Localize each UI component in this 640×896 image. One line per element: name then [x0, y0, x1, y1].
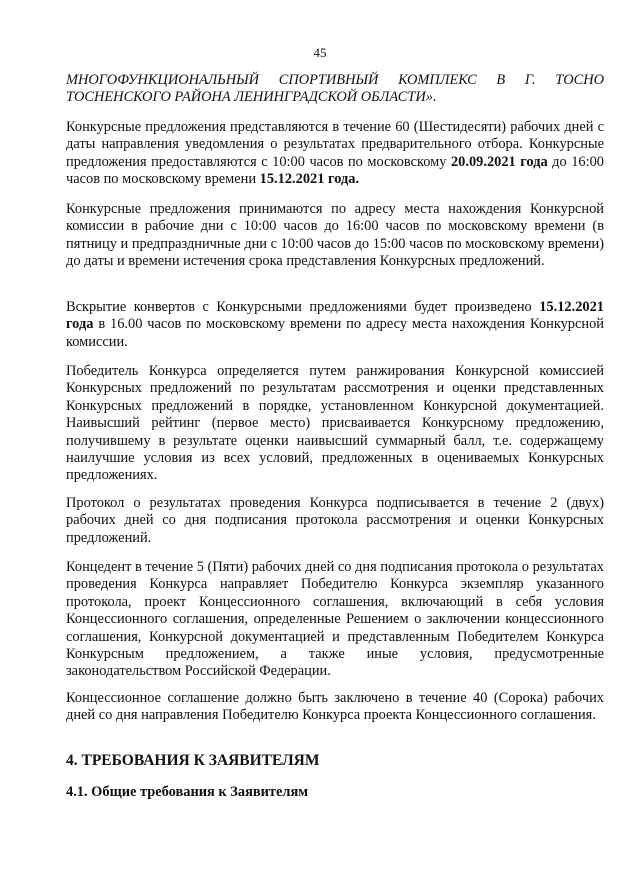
paragraph-text: Конкурсные предложения представляются в течение 60 (Шестидесяти) рабочих дней с даты направления уведомления о результатах предварительного отбора. Конкурсные предложения предоставляются с 10:00 часов по московскому [66, 119, 604, 170]
paragraph-submission-address: Конкурсные предложения принимаются по адресу места нахождения Конкурсной комиссии в рабочие дни с 10:00 часов до 16:00 часов по московскому времени (в пятницу и предпраздничные дни с 10:00 часов до 15:00 часов по московскому времени) до даты и времени истечения срока представления Конкурсных предложений. [66, 201, 604, 270]
start-date: 20.09.2021 года [450, 153, 548, 170]
paragraph-results-protocol: Протокол о результатах проведения Конкурса подписывается в течение 2 (двух) рабочих дней со дня подписания протокола рассмотрения и оценки Конкурсных предложений. [66, 495, 604, 546]
paragraph-text: до 16:00 часов по московскому времени [66, 153, 604, 188]
paragraph-text: Вскрытие конвертов с Конкурсными предложениями будет произведено [66, 299, 540, 315]
paragraph-submission-period [66, 119, 604, 189]
paragraph-envelope-opening [66, 299, 604, 351]
subsection-heading-general-requirements: 4.1. Общие требования к Заявителям [66, 784, 309, 800]
title-continuation: МНОГОФУНКЦИОНАЛЬНЫЙ СПОРТИВНЫЙ КОМПЛЕКС В Г. ТОСНО ТОСНЕНСКОГО РАЙОНА ЛЕНИНГРАДСКОЙ ОБЛАСТИ». [66, 72, 604, 106]
paragraph-winner-determination: Победитель Конкурса определяется путем ранжирования Конкурсной комиссией Конкурсных предложений по результатам рассмотрения и оценки представленных Конкурсных предложений в порядке, установленном Конкурсной документацией. Наивысший рейтинг (первое место) присваивается Конкурсному предложению, получившему в результате оценки наивысший суммарный балл, т.е. содержащему наилучшие условия из всех условий, предложенных в оцениваемых Конкурсных предложениях. [66, 363, 604, 484]
paragraph-agreement-deadline: Концессионное соглашение должно быть заключено в течение 40 (Сорока) рабочих дней со дня направления Победителю Конкурса проекта Концессионного соглашения. [66, 690, 604, 724]
section-heading-applicant-requirements: 4. ТРЕБОВАНИЯ К ЗАЯВИТЕЛЯМ [66, 752, 320, 769]
page-number: 45 [313, 45, 327, 60]
paragraph-grantor-obligations: Концедент в течение 5 (Пяти) рабочих дней со дня подписания протокола о результатах проведения Конкурса направляет Победителю Конкурса экземпляр указанного протокола, проект Концессионного соглашения, включающий в себя условия Концессионного соглашения, определенные Решением о заключении концессионного соглашения, Конкурсной документацией и представленным Победителем Конкурса Конкурсным предложением, а также иные условия, предусмотренные законодательством Российской Федерации. [66, 559, 604, 680]
paragraph-text: в 16.00 часов по московскому времени по адресу места нахождения Конкурсной комиссии. [66, 316, 604, 350]
opening-date: 15.12.2021 года [66, 299, 604, 333]
end-date: 15.12.2021 года. [259, 171, 360, 188]
